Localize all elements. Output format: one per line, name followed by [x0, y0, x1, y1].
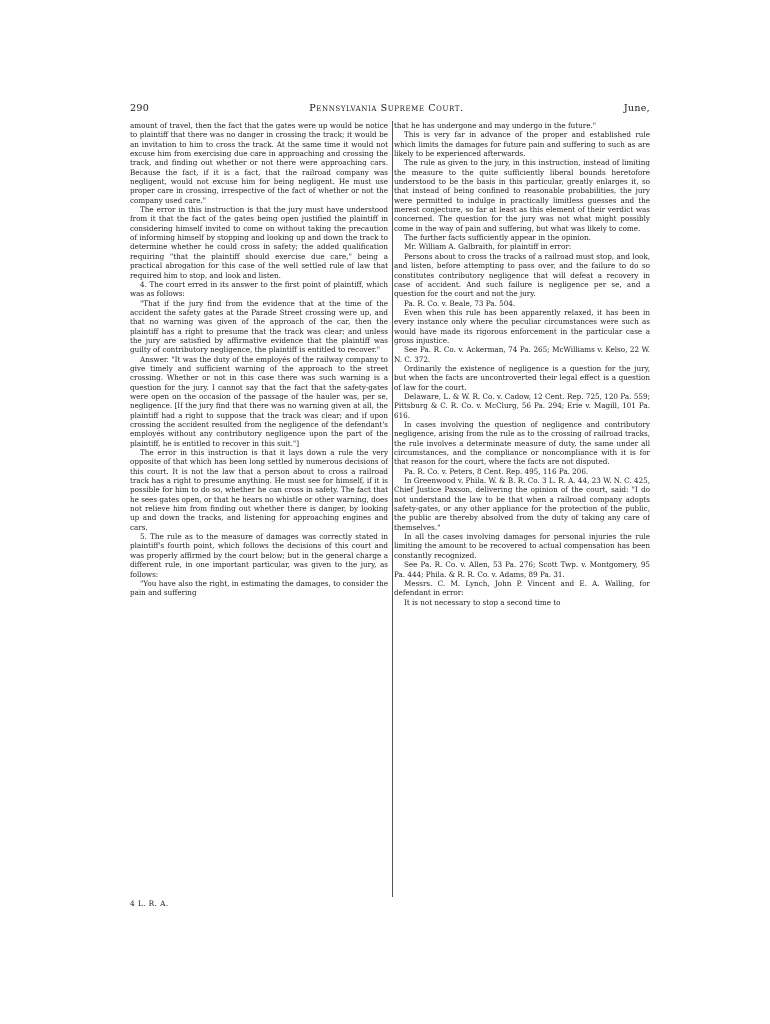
- paragraph: Even when this rule has been apparently relaxed, it has been in every instance only where the peculiar circumstances were such as would have made its rigorous enforcement in the particular case a gross injustice.: [394, 307, 650, 345]
- running-header: [130, 103, 650, 117]
- paragraph: In Greenwood v. Phila. W. & B. R. Co. 3 L. R. A. 44, 23 W. N. C. 425, Chief Justice Paxson, delivering the opinion of the court, said: "I do not understand the law to be that when a railroad company adopts safety-gates, or any other appliance for the protection of the public, the public are thereby absolved from the duty of taking any care of themselves.": [394, 476, 650, 532]
- paragraph: Answer. "It was the duty of the employés of the railway company to give timely and sufficient warning of the approach to the street crossing. Whether or not in this case there was such warning is a question for the jury. I cannot say that the fact that the safety-gates were open on the occasion of the passage of the hauler was, per se, negligence. [If the jury find that there was no warning given at all, the plaintiff had a right to suppose that the track was clear; and if upon crossing the accident resulted from the negligence of the defendant's employés without any contributory negligence upon the part of the plaintiff, he is entitled to recover in this suit."]: [130, 354, 388, 448]
- paragraph: 4. The court erred in its answer to the first point of plaintiff, which was as follows:: [130, 279, 388, 299]
- paragraph: that he has undergone and may undergo in the future.": [394, 121, 597, 130]
- document-page: [130, 103, 650, 923]
- paragraph: The rule as given to the jury, in this instruction, instead of limiting the measure to the quite sufficiently liberal bounds heretofore understood to be the basis in this particular, greatly enlarges it, so that instead of being confined to reasonable probabilities, the jury were permitted to indulge in practically limitless guesses and the merest conjecture, so far at least as this element of their verdict was concerned. The question for the jury was not what might possibly come in the way of pain and suffering, but what was likely to come.: [394, 158, 650, 233]
- running-month: June,: [623, 103, 650, 114]
- text-columns: [130, 121, 650, 897]
- paragraph: It is not necessary to stop a second time to: [404, 597, 561, 607]
- paragraph: This is very far in advance of the proper and established rule which limits the damages for future pain and suffering to such as are likely to be experienced afterwards.: [394, 130, 650, 159]
- paragraph: Pa. R. Co. v. Beale, 73 Pa. 504.: [404, 298, 516, 308]
- left-column: [130, 121, 388, 897]
- running-title: Pennsylvania Supreme Court.: [309, 103, 464, 114]
- paragraph: Pa. R. Co. v. Peters, 8 Cent. Rep. 495, 116 Pa. 206.: [404, 466, 589, 476]
- paragraph: amount of travel, then the fact that the gates were up would be notice to plaintiff that there was no danger in crossing the track; it would be an invitation to him to cross the track. At the same time it would not excuse him from exercising due care in approaching and crossing the track, and finding out whether or not there were approaching cars. Because the fact, if it is a fact, that the railroad company was negligent, would not excuse him for being negligent. He must use proper care in crossing, irrespective of the fact of whether or not the company used care.": [130, 121, 388, 205]
- right-column: [394, 121, 650, 897]
- paragraph: In cases involving the question of negligence and contributory negligence, arising from the rule as to the crossing of railroad tracks, the rule involves a determinate measure of duty, the same under all circumstances, and the compliance or noncompliance with it is for that reason for the court, where the facts are not disputed.: [394, 420, 650, 467]
- signature-mark: 4 L. R. A.: [130, 899, 169, 908]
- paragraph: Ordinarily the existence of negligence is a question for the jury, but when the facts are uncontroverted their legal effect is a question of law for the court.: [394, 363, 650, 392]
- paragraph: See Pa. R. Co. v. Allen, 53 Pa. 276; Scott Twp. v. Montgomery, 95 Pa. 444; Phila. & R. R. Co. v. Adams, 89 Pa. 31.: [394, 560, 650, 579]
- paragraph: "That if the jury find from the evidence that at the time of the accident the safety gates at the Parade Street crossing were up, and that no warning was given of the approach of the car, then the plaintiff has a right to presume that the track was clear; and unless the jury are satisfied by affirmative evidence that the plaintiff was guilty of contributory negligence, the plaintiff is entitled to recover.": [130, 298, 388, 355]
- paragraph: In all the cases involving damages for personal injuries the rule limiting the amount to be recovered to actual compensation has been constantly recognized.: [394, 532, 650, 560]
- column-divider: [392, 121, 393, 897]
- paragraph: Delaware, L. & W. R. Co. v. Cadow, 12 Cent. Rep. 725, 120 Pa. 559; Pittsburg & C. R. Co. v. McClurg, 56 Pa. 294; Erie v. Magill, 101 Pa. 616.: [394, 391, 650, 420]
- paragraph: The further facts sufficiently appear in the opinion.: [404, 233, 591, 243]
- paragraph: Persons about to cross the tracks of a railroad must stop, and look, and listen, before attempting to pass over, and the failure to do so constitutes contributory negligence that will defeat a recovery in case of accident. And such failure is negligence per se, and a question for the court and not the jury.: [394, 251, 650, 299]
- paragraph: The error in this instruction is that it lays down a rule the very opposite of that which has been long settled by numerous decisions of this court. It is not the law that a person about to cross a railroad track has a right to presume anything. He must see for himself, if it is possible for him to do so, whether he can cross in safety. The fact that he sees gates open, or that he hears no whistle or other warning, does not relieve him from finding out whether there is danger, by looking up and down the tracks, and listening for approaching engines and cars.: [130, 448, 388, 532]
- paragraph: Mr. William A. Galbraith, for plaintiff in error:: [404, 242, 572, 252]
- page-number: 290: [130, 103, 150, 114]
- paragraph: 5. The rule as to the measure of damages was correctly stated in plaintiff's fourth point, which follows the decisions of this court and was properly affirmed by the court below; but in the general charge a different rule, in one important particular, was given to the jury, as follows:: [130, 532, 388, 579]
- paragraph: Messrs. C. M. Lynch, John P. Vincent and E. A. Walling, for defendant in error:: [394, 578, 650, 598]
- paragraph: The error in this instruction is that the jury must have understood from it that the fact of the gates being open justified the plaintiff in considering himself invited to come on without taking the precaution of informing himself by stopping and looking up and down the track to determine whether he could cross in safety; the added qualification requiring "that the plaintiff should exercise due care," being a practical abrogation for this case of the well settled rule of law that required him to stop, and look and listen.: [130, 205, 388, 280]
- paragraph: See Pa. R. Co. v. Ackerman, 74 Pa. 265; McWilliams v. Kelso, 22 W. N. C. 372.: [394, 345, 650, 364]
- paragraph: "You have also the right, in estimating the damages, to consider the pain and suffering: [130, 578, 388, 598]
